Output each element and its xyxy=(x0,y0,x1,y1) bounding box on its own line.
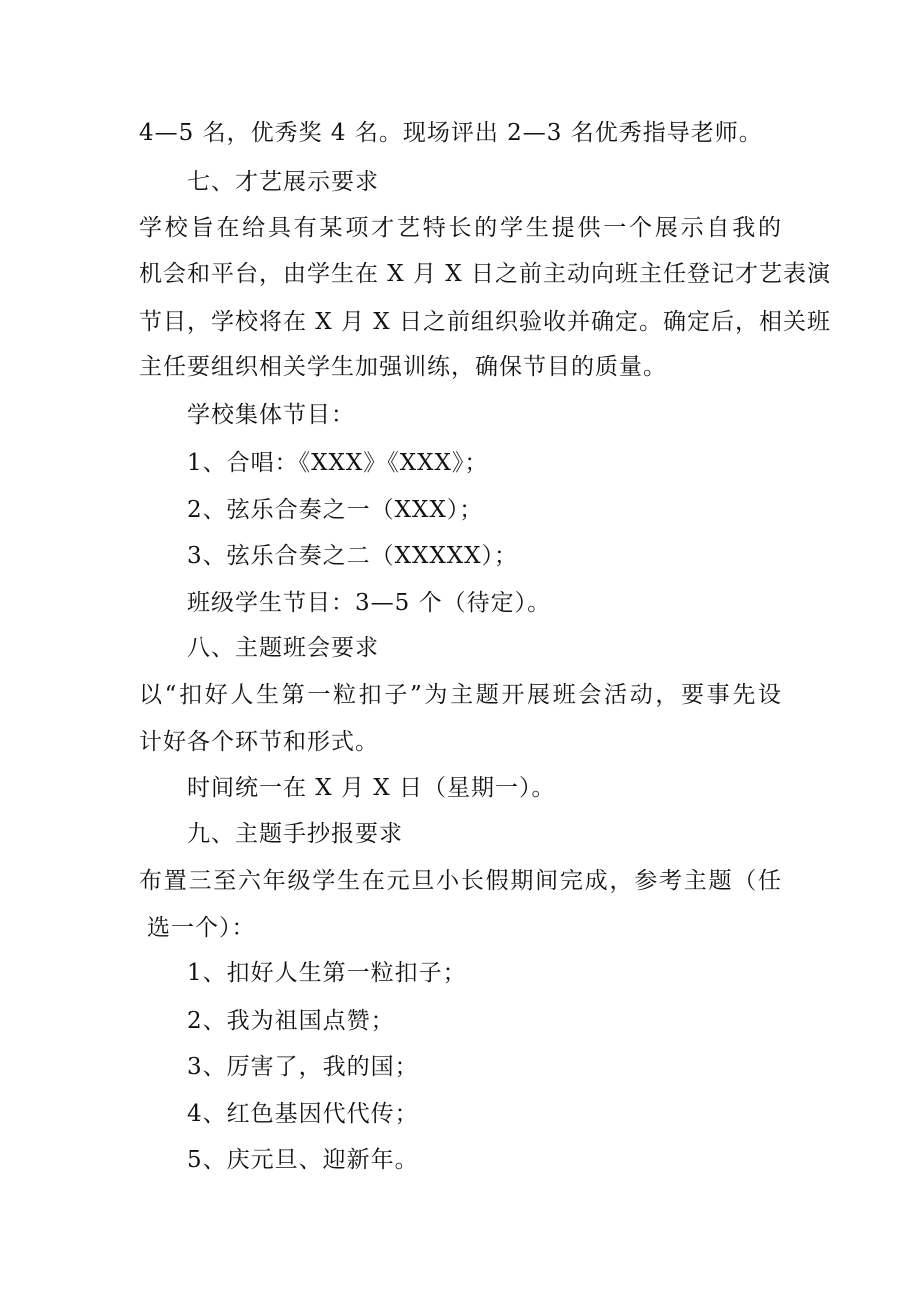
list-item: 1、合唱：《XXX》《XXX》； xyxy=(187,450,489,476)
paragraph-line: 布置三至六年级学生在元旦小长假期间完成，参考主题（任 xyxy=(139,868,782,894)
list-item: 3、弦乐合奏之二（XXXXX）； xyxy=(187,543,519,569)
list-item: 2、弦乐合奏之一（XXX）； xyxy=(187,497,484,523)
paragraph-line: 机会和平台，由学生在 X 月 X 日之前主动向班主任登记才艺表演 xyxy=(139,261,831,287)
paragraph-line: 以“扣好人生第一粒扣子”为主题开展班会活动，要事先设 xyxy=(139,682,782,708)
section-heading: 九、主题手抄报要求 xyxy=(187,821,403,847)
section-heading: 七、才艺展示要求 xyxy=(187,169,379,195)
list-item: 1、扣好人生第一粒扣子； xyxy=(187,960,467,986)
list-item: 4、红色基因代代传； xyxy=(187,1101,419,1127)
list-item: 2、我为祖国点赞； xyxy=(187,1008,395,1034)
section-heading: 八、主题班会要求 xyxy=(187,635,379,661)
paragraph-line: 班级学生节目：3—5 个（待定）。 xyxy=(187,590,552,616)
list-item: 3、厉害了，我的国； xyxy=(187,1054,419,1080)
paragraph-line: 选一个）： xyxy=(147,915,256,941)
paragraph-line: 主任要组织相关学生加强训练，确保节目的质量。 xyxy=(139,354,667,380)
paragraph-line: 时间统一在 X 月 X 日（星期一）。 xyxy=(187,775,556,801)
list-item: 5、庆元旦、迎新年。 xyxy=(187,1147,419,1173)
paragraph-line: 4—5 名，优秀奖 4 名。现场评出 2—3 名优秀指导老师。 xyxy=(139,120,763,146)
paragraph-line: 计好各个环节和形式。 xyxy=(139,729,379,755)
paragraph-line: 学校旨在给具有某项才艺特长的学生提供一个展示自我的 xyxy=(139,215,782,241)
paragraph-line: 节目，学校将在 X 月 X 日之前组织验收并确定。确定后，相关班 xyxy=(139,309,831,335)
list-heading: 学校集体节目： xyxy=(187,402,355,428)
